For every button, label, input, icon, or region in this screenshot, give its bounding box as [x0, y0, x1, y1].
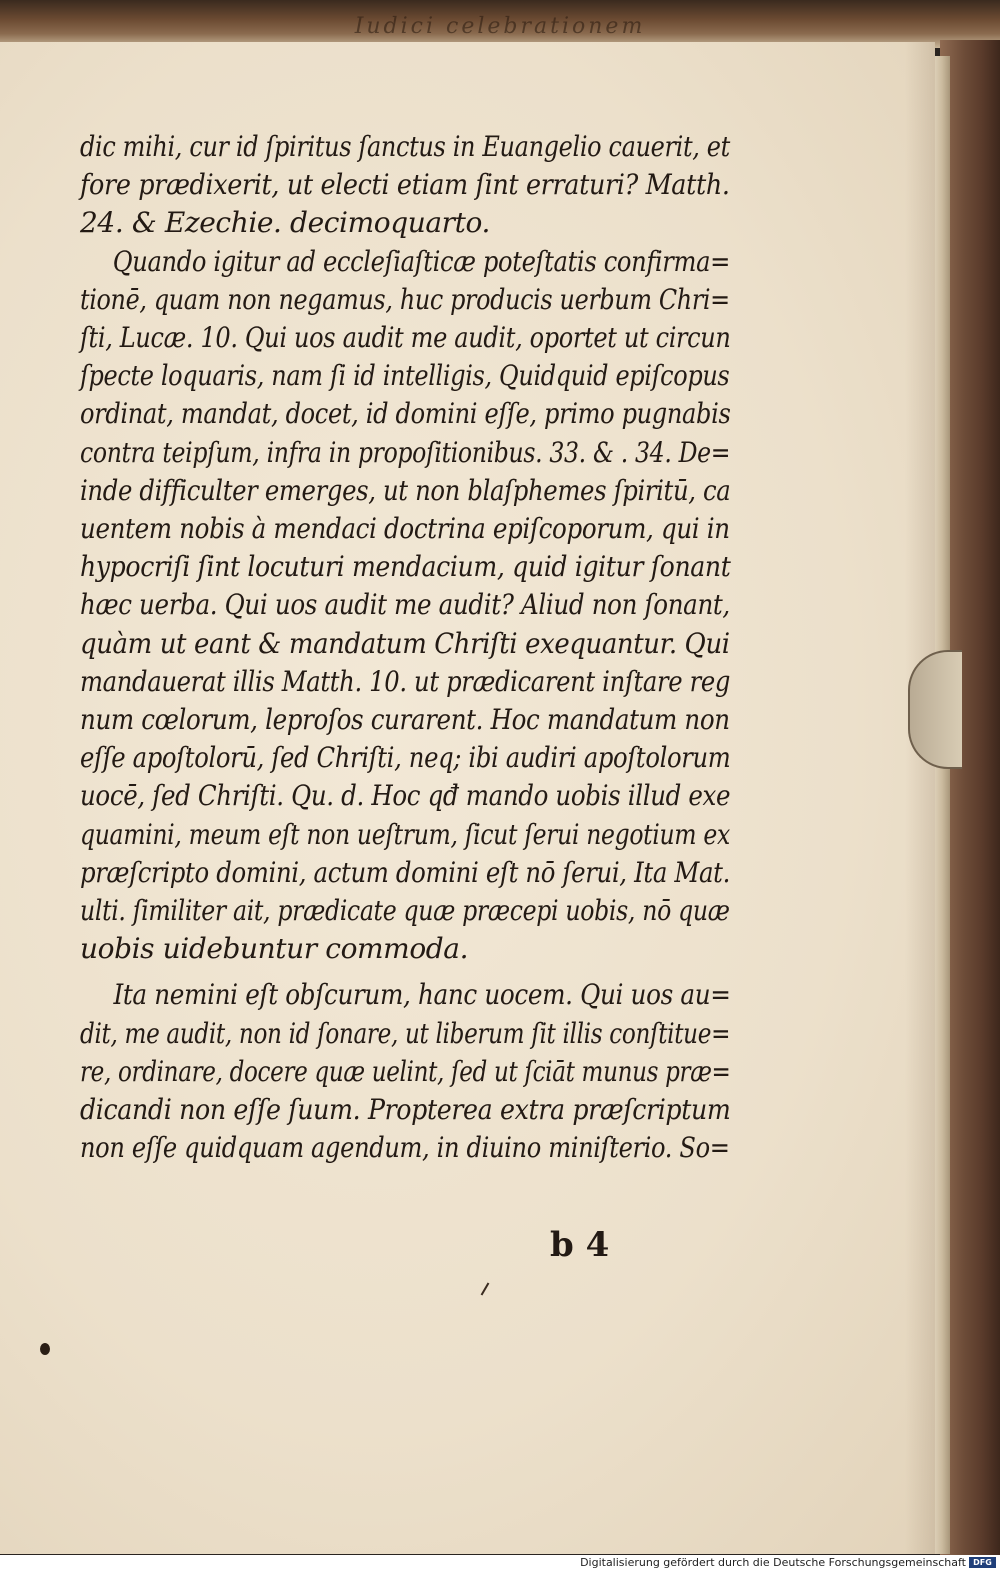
signature-mark: b 4 — [550, 1225, 610, 1265]
dfg-logo: DFG — [969, 1557, 996, 1568]
text-line: ſpecte loquaris, nam ſi id intelligis, Quidquid epiſcopus — [80, 359, 730, 393]
text-line: ordinat, mandat, docet, id domini eſſe, primo pugnabis — [80, 397, 731, 431]
text-line: ulti. ſimiliter ait, prædicate quæ præcepi uobis, nō quæ — [80, 894, 730, 928]
text-line: contra teipſum, infra in propoſitionibus. 33. & . 34. De= — [80, 435, 731, 469]
text-line: uocē, ſed Chriſti. Qu. d. Hoc qđ mando uobis illud exe — [80, 779, 731, 813]
text-line: quàm ut eant & mandatum Chriſti exequantur. Qui — [80, 626, 730, 660]
text-line: hypocriſi ſint locuturi mendacium, quid igitur ſonant — [80, 550, 731, 584]
text-line: dicandi non eſſe ſuum. Propterea extra præſcriptum — [80, 1093, 731, 1127]
page-tab — [908, 650, 962, 769]
text-line: inde difficulter emerges, ut non blaſphemes ſpiritū, ca — [80, 473, 731, 507]
text-line: tionē, quam non negamus, huc producis uerbum Chri= — [80, 282, 730, 316]
text-line: eſſe apoſtolorū, ſed Chriſti, neq; ibi audiri apoſtolorum — [80, 741, 731, 775]
text-line: 24. & Ezechie. decimoquarto. — [80, 206, 490, 240]
text-line: Quando igitur ad eccleſiaſticæ poteſtatis confirma= — [112, 244, 731, 278]
text-line: Ita nemini eſt obſcurum, hanc uocem. Qui uos au= — [113, 978, 731, 1012]
text-line: non eſſe quidquam agendum, in diuino miniſterio. So= — [80, 1131, 730, 1165]
text-line: mandauerat illis Matth. 10. ut prædicarent inſtare reg — [80, 664, 731, 698]
running-head: Iudici celebrationem — [354, 14, 646, 39]
text-line: uobis uidebuntur commoda. — [80, 932, 469, 966]
text-line: hæc uerba. Qui uos audit me audit? Aliud non ſonant, — [80, 588, 730, 622]
text-line: dic mihi, cur id ſpiritus ſanctus in Euangelio cauerit, et — [80, 130, 730, 163]
text-line: ſti, Lucæ. 10. Qui uos audit me audit, oportet ut circun — [80, 321, 731, 355]
text-line: re, ordinare, docere quæ uelint, ſed ut ſciāt munus præ= — [80, 1054, 731, 1088]
body-text — [80, 128, 730, 1167]
book-top-edge — [0, 0, 1000, 48]
paragraph-gap — [80, 968, 730, 976]
text-line: fore prædixerit, ut electi etiam ſint erraturi? Matth. — [80, 168, 730, 202]
footer-credit: Digitalisierung gefördert durch die Deutsche Forschungsgemeinschaft — [580, 1556, 966, 1569]
text-line: dit, me audit, non id ſonare, ut liberum ſit illis conſtitue= — [80, 1016, 731, 1050]
text-line: præſcripto domini, actum domini eſt nō ſerui, Ita Mat. — [80, 855, 730, 889]
digitization-footer — [0, 1555, 1000, 1570]
ink-spot — [40, 1343, 50, 1355]
text-line: uentem nobis à mendaci doctrina epiſcoporum, qui in — [80, 512, 730, 546]
text-line: num cœlorum, leproſos curarent. Hoc mandatum non — [80, 703, 730, 737]
text-line: quamini, meum eſt non ueſtrum, ſicut ſerui negotium ex — [80, 817, 730, 851]
